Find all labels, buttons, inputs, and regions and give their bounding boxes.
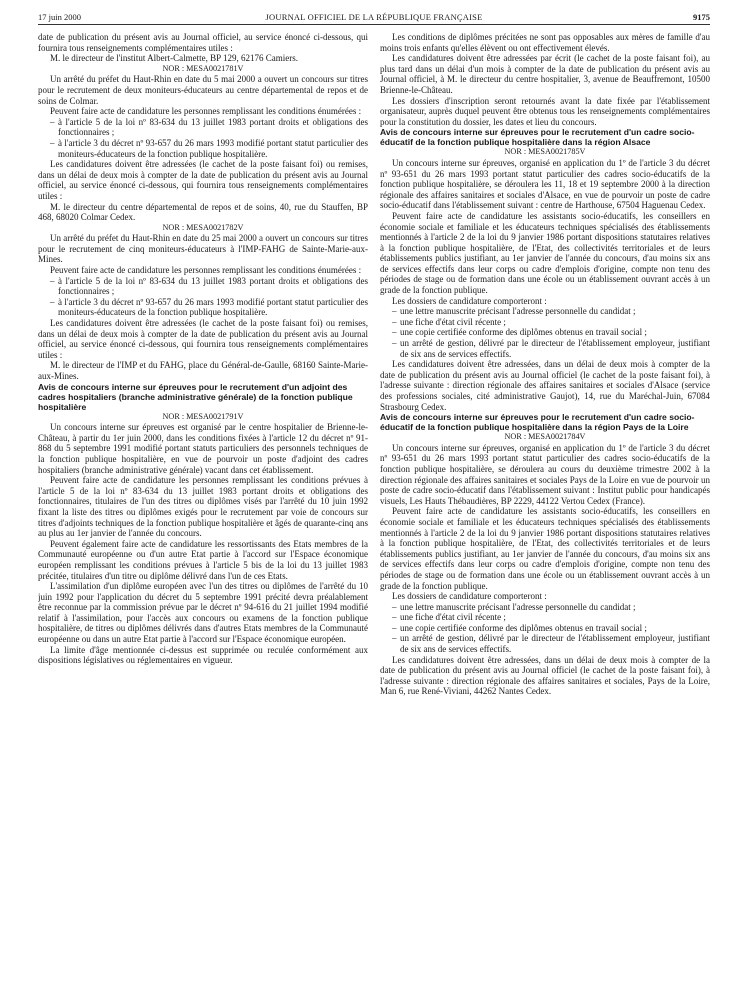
page-header <box>38 10 710 25</box>
paragraph: Un arrêté du préfet du Haut-Rhin en date du 5 mai 2000 a ouvert un concours sur titres pour le recrutement de deux moniteurs-éducateurs au centre départemental de repos et de soins de Colmar. <box>38 74 368 106</box>
list-item: – à l'article 3 du décret nº 93-657 du 26 mars 1993 modifié portant statut particulier des moniteurs-éducateurs de la fonction publique hospitalière. <box>50 138 368 159</box>
paragraph: date de publication du présent avis au Journal officiel, au service énoncé ci-dessous, qui fournira tous renseignements complémentaires utiles : <box>38 32 368 53</box>
paragraph: Peuvent faire acte de candidature les assistants socio-éducatifs, les conseillers en économie sociale et familiale et les éducateurs techniques spécialisés des établissements mentionnés à l'article 2 de la loi du 9 janvier 1986 portant dispositions statutaires relatives à la fonction publique hospitalière, de l'Etat, des collectivités territoriales et de leurs établissements publics justifiant, au 1er janvier de l'année du concours, d'au moins six ans de services effectifs dans leur corps ou cadre d'emplois d'origine, compte non tenu des périodes de stage ou de formation dans une école ou un établissement ouvrant accès à un grade de la fonction publique. <box>380 210 710 296</box>
right-column <box>380 32 710 982</box>
paragraph: Peuvent faire acte de candidature les personnes remplissant les conditions énumérées : <box>50 265 362 276</box>
list-item: – une fiche d'état civil récente ; <box>392 317 710 328</box>
conditions-list <box>38 276 368 318</box>
paragraph: Les dossiers de candidature comporteront : <box>392 295 547 306</box>
paragraph: M. le directeur de l'institut Albert-Calmette, BP 129, 62176 Camiers. <box>50 53 298 64</box>
paragraph: Un concours interne sur épreuves, organisé en application du 1º de l'article 3 du décret nº 93-651 du 26 mars 1993 portant statut particulier des cadres socio-éducatifs de la fonction publique hospitalière, se déroulera les 11, 18 et 19 septembre 2000 à la direction régionale des affaires sanitaires et sociales d'Alsace, en vue de pourvoir un poste de cadre socio-éducatif dans l'établissement suivant : centre de Harthouse, 67504 Haguenau Cedex. <box>380 157 710 211</box>
list-item: – un arrêté de gestion, délivré par le directeur de l'établissement employeur, justifiant de six ans de services effectifs. <box>392 633 710 654</box>
nor-reference: NOR : MESA0021784V <box>504 432 586 442</box>
paragraph: La limite d'âge mentionnée ci-dessus est supprimée ou reculée conformément aux dispositions législatives ou réglementaires en vigueur. <box>38 644 368 666</box>
paragraph: M. le directeur de l'IMP et du FAHG, place du Général-de-Gaulle, 68160 Sainte-Marie-aux-Mines. <box>38 360 368 381</box>
paragraph: Un arrêté du préfet du Haut-Rhin en date du 25 mai 2000 a ouvert un concours sur titres pour le recrutement de cinq moniteurs-éducateurs à l'IMP-FAHG de Sainte-Marie-aux-Mines. <box>38 233 368 265</box>
notice-title: Avis de concours interne sur épreuves pour le recrutement d'un adjoint des cadres hospitaliers (branche administrative générale) de la fonction publique hospitalière <box>38 381 353 412</box>
paragraph: Les candidatures doivent être adressées, dans un délai de deux mois à compter de la date de publication du présent avis au Journal officiel (le cachet de la poste faisant foi), à l'adresse suivante : direction régionale des affaires sanitaires et sociales d'Alsace (service des professions sociales, cité administrative Gaujot), 14, rue du Maréchal-Juin, 67084 Strasbourg Cedex. <box>380 359 710 412</box>
paragraph: L'assimilation d'un diplôme européen avec l'un des titres ou diplômes de l'arrêté du 10 juin 1992 pour l'application du décret du 5 septembre 1991 précité devra préalablement être reconnue par la commission prévue par le décret nº 94-616 du 21 juillet 1994 modifié relatif à l'assimilation, pour l'accès aux concours ou examens de la fonction publique hospitalière, de titres ou diplômes délivrés dans d'autres Etats membres de la Communauté européenne ou dans un autre Etat partie à l'accord sur l'Espace économique européen. <box>38 581 368 645</box>
paragraph: Les candidatures doivent être adressées par écrit (le cachet de la poste faisant foi), au plus tard dans un délai d'un mois à compter de la date de publication du présent avis au Journal officiel, à M. le directeur du centre hospitalier, 3, avenue de Beauffremont, 10500 Brienne-le-Château. <box>380 53 710 95</box>
list-item: – une copie certifiée conforme des diplômes obtenus en travail social ; <box>392 623 710 634</box>
paragraph: Un concours interne sur épreuves est organisé par le centre hospitalier de Brienne-le-Château, à partir du 1er juin 2000, dans les conditions fixées à l'article 12 du décret nº 91-868 du 5 septembre 1991 modifié portant statuts particuliers des personnels techniques de la fonction publique hospitalière, en vue de pourvoir un poste d'adjoint des cadres hospitaliers (branche administrative générale) vacant dans cet établissement. <box>38 422 368 475</box>
paragraph: Les dossiers de candidature comporteront : <box>392 591 547 602</box>
list-item: – une fiche d'état civil récente ; <box>392 612 710 623</box>
list-item: – à l'article 5 de la loi nº 83-634 du 13 juillet 1983 portant droits et obligations des fonctionnaires ; <box>50 276 368 297</box>
header-journal-title: JOURNAL OFFICIEL DE LA RÉPUBLIQUE FRANÇAISE <box>265 12 483 22</box>
list-item: – un arrêté de gestion, délivré par le directeur de l'établissement employeur, justifiant de six ans de services effectifs. <box>392 338 710 359</box>
list-item: – une copie certifiée conforme des diplômes obtenus en travail social ; <box>392 327 710 338</box>
documents-list <box>380 602 710 655</box>
list-item: – une lettre manuscrite précisant l'adresse personnelle du candidat ; <box>392 306 710 317</box>
notice-title: Avis de concours interne sur épreuves pour le recrutement d'un cadre socio-éducatif de la fonction publique hospitalière dans la région Pays de la Loire <box>380 412 695 433</box>
notice-title: Avis de concours interne sur épreuves pour le recrutement d'un cadre socio-éducatif de la fonction publique hospitalière dans la région Alsace <box>380 127 695 148</box>
conditions-list <box>38 117 368 159</box>
paragraph: Peuvent également faire acte de candidature les ressortissants des Etats membres de la Communauté européenne ou d'un autre Etat partie à l'accord sur l'Espace économique européen remplissant les conditions prévues à l'article 5 bis de la loi du 13 juillet 1983 précitée, titulaires d'un titre ou diplôme délivré dans l'un de ces Etats. <box>38 538 368 581</box>
paragraph: Peuvent faire acte de candidature les personnes remplissant les conditions énumérées : <box>50 106 362 117</box>
nor-reference: NOR : MESA0021782V <box>162 222 244 232</box>
documents-list <box>380 306 710 359</box>
paragraph: Les candidatures doivent être adressées (le cachet de la poste faisant foi) ou remises, dans un délai de deux mois à compter de la date de publication du présent avis au Journal officiel, au service énoncé ci-dessous, qui fournira tous renseignements complémentaires utiles : <box>38 159 368 201</box>
nor-reference: NOR : MESA0021781V <box>162 63 244 73</box>
paragraph: Un concours interne sur épreuves, organisé en application du 1º de l'article 3 du décret nº 93-651 du 26 mars 1993 portant statut particulier des cadres socio-éducatifs de la fonction publique hospitalière, se déroulera au cours du deuxième trimestre 2002 à la direction régionale des affaires sanitaires et sociales Pays de la Loire en vue de pourvoir un poste de cadre socio-éducatif dans l'établissement suivant : Institut public pour handicapés visuels, Les Hauts Thébaudières, BP 2229, 44122 Vertou Cedex (France). <box>380 442 710 506</box>
header-date: 17 juin 2000 <box>38 12 81 22</box>
paragraph: Peuvent faire acte de candidature les personnes remplissant les conditions prévues à l'article 5 de la loi nº 83-634 du 13 juillet 1983 portant droits et obligations des fonctionnaires, titulaires de l'un des titres ou diplômes visés par l'arrêté du 10 juin 1992 fixant la liste des titres ou diplômes exigés pour le recrutement par voie de concours sur titres d'adjoints techniques de la fonction publique hospitalière et âgés de quarante-cinq ans au plus au 1er janvier de l'année du concours. <box>38 475 368 539</box>
nor-reference: NOR : MESA0021791V <box>162 411 244 421</box>
list-item: – une lettre manuscrite précisant l'adresse personnelle du candidat ; <box>392 602 710 613</box>
left-column <box>38 32 368 982</box>
paragraph: Les conditions de diplômes précitées ne sont pas opposables aux mères de famille d'au moins trois enfants qu'elles élèvent ou ont effectivement élevés. <box>380 32 710 53</box>
list-item: – à l'article 3 du décret nº 93-657 du 26 mars 1993 modifié portant statut particulier des moniteurs-éducateurs de la fonction publique hospitalière. <box>50 297 368 318</box>
paragraph: Les candidatures doivent être adressées (le cachet de la poste faisant foi) ou remises, dans un délai de deux mois à compter de la date de publication du présent avis au Journal officiel, au service énoncé ci-dessous, qui fournira tous renseignements complémentaires utiles : <box>38 318 368 360</box>
header-page-number: 9175 <box>693 12 710 22</box>
paragraph: Les dossiers d'inscription seront retournés avant la date fixée par l'établissement organisateur, auprès duquel peuvent être obtenus tous les renseignements complémentaires pour la constitution du dossier, les dates et lieu du concours. <box>380 95 710 127</box>
paragraph: Peuvent faire acte de candidature les assistants socio-éducatifs, les conseillers en économie sociale et familiale et les éducateurs techniques spécialisés des établissements mentionnés à l'article 2 de la loi du 9 janvier 1986 portant dispositions statutaires relatives à la fonction publique hospitalière, de l'Etat, des collectivités territoriales et de leurs établissements publics justifiant, au 1er janvier de l'année du concours, d'au moins six ans de services effectifs dans leur corps ou cadre d'emplois d'origine, compte non tenu des périodes de stage ou de formation dans une école ou un établissement ouvrant accès à un grade de la fonction publique. <box>380 506 710 591</box>
list-item: – à l'article 5 de la loi nº 83-634 du 13 juillet 1983 portant droits et obligations des fonctionnaires ; <box>50 117 368 138</box>
paragraph: Les candidatures doivent être adressées, dans un délai de deux mois à compter de la date de publication du présent avis au Journal officiel (le cachet de la poste faisant foi), à l'adresse suivante : direction régionale des affaires sanitaires et sociales, Pays de la Loire, Man 6, rue René-Viviani, 44262 Nantes Cedex. <box>380 654 710 697</box>
paragraph: M. le directeur du centre départemental de repos et de soins, 40, rue du Stauffen, BP 468, 68020 Colmar Cedex. <box>38 201 368 223</box>
nor-reference: NOR : MESA0021785V <box>504 147 586 157</box>
